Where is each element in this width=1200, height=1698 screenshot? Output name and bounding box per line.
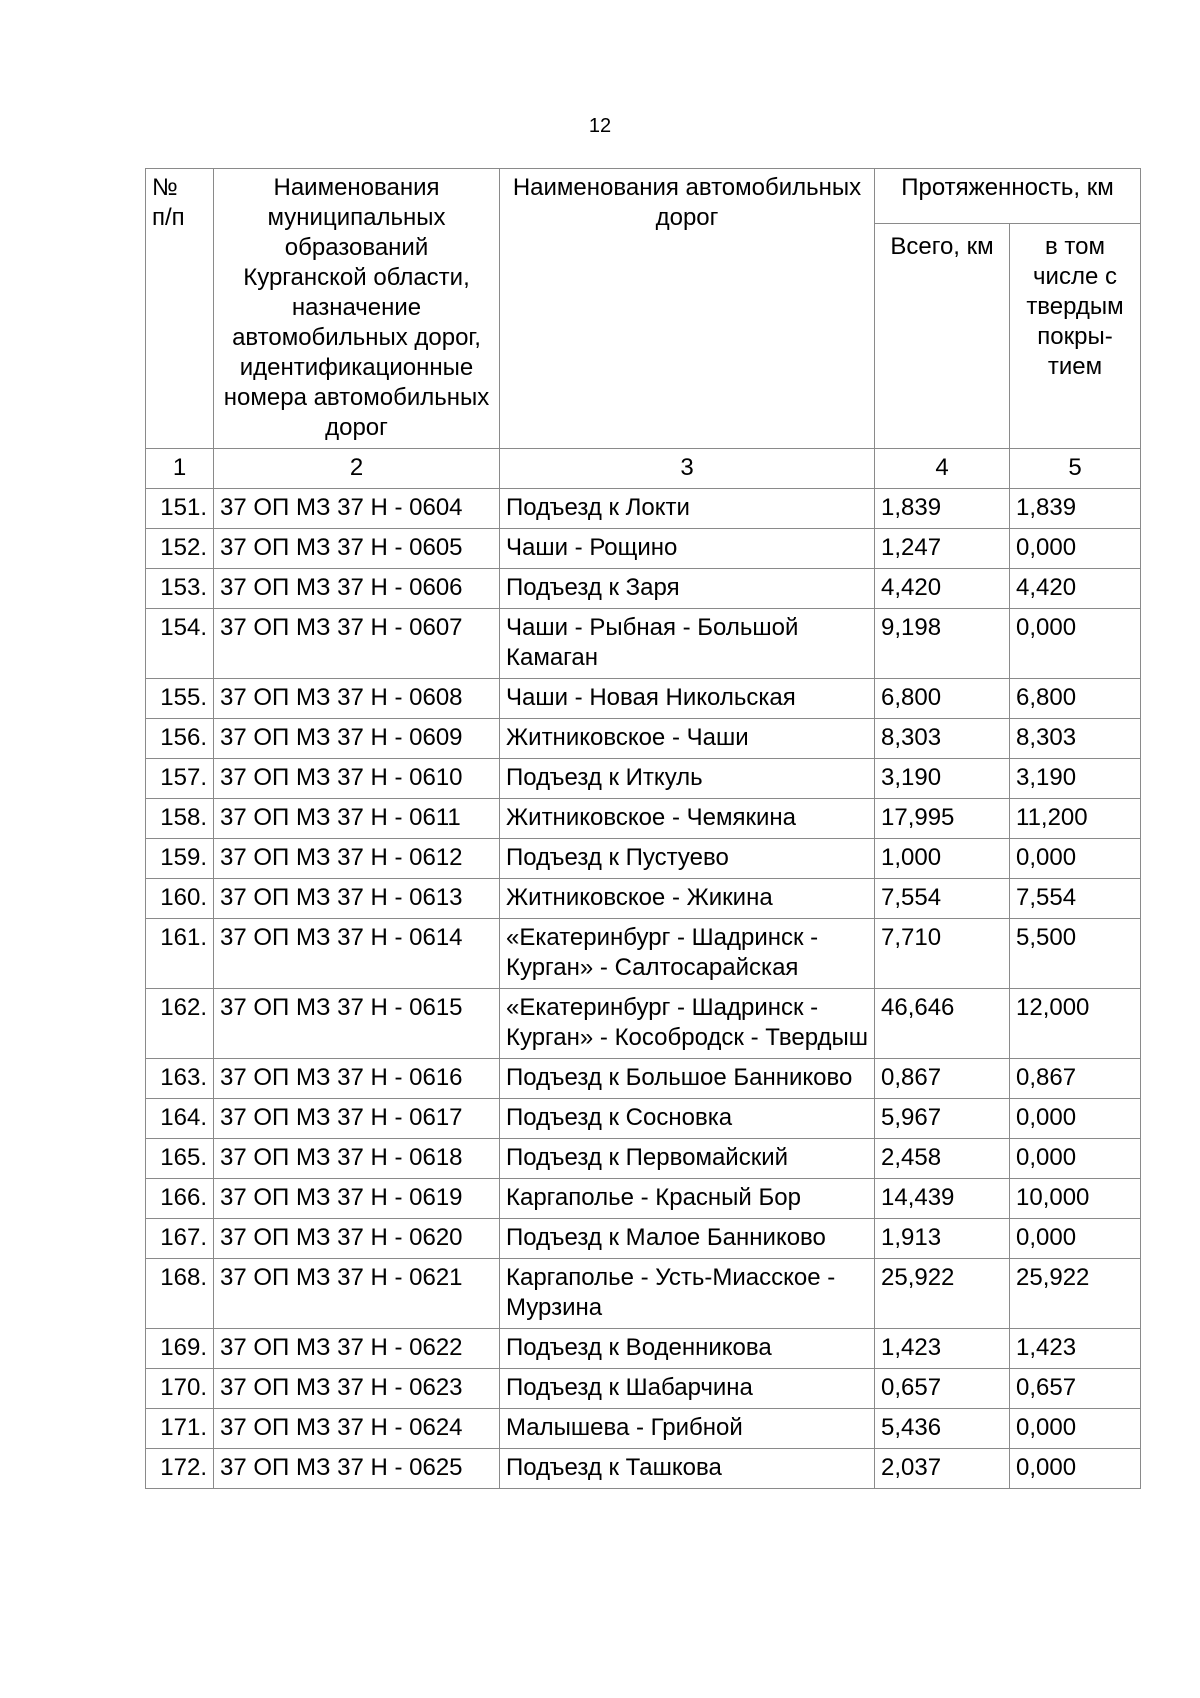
road-name: Житниковское - Чаши [500,719,875,759]
road-name: Подъезд к Воденникова [500,1329,875,1369]
length-total: 1,839 [875,489,1010,529]
length-paved: 5,500 [1010,919,1141,989]
length-total: 8,303 [875,719,1010,759]
length-paved: 6,800 [1010,679,1141,719]
table-row [146,1179,1141,1219]
table-body [146,489,1141,1489]
row-index: 170. [146,1369,214,1409]
length-paved: 0,867 [1010,1059,1141,1099]
road-name: Подъезд к Иткуль [500,759,875,799]
length-paved: 1,423 [1010,1329,1141,1369]
road-id-code: 37 ОП МЗ 37 Н - 0606 [214,569,500,609]
row-index: 164. [146,1099,214,1139]
road-name: Подъезд к Шабарчина [500,1369,875,1409]
header-index-line1: № [152,174,178,201]
length-total: 1,423 [875,1329,1010,1369]
row-index: 168. [146,1259,214,1329]
road-id-code: 37 ОП МЗ 37 Н - 0622 [214,1329,500,1369]
row-index: 167. [146,1219,214,1259]
length-paved: 0,000 [1010,529,1141,569]
row-index: 158. [146,799,214,839]
length-paved: 11,200 [1010,799,1141,839]
roads-table [145,168,1141,1489]
length-paved: 0,000 [1010,1139,1141,1179]
road-id-code: 37 ОП МЗ 37 Н - 0620 [214,1219,500,1259]
road-name: Чаши - Рощино [500,529,875,569]
length-total: 2,458 [875,1139,1010,1179]
road-name: «Екатеринбург - Шадринск - Курган» - Салтосарайская [500,919,875,989]
length-total: 1,913 [875,1219,1010,1259]
road-name: Каргаполье - Усть-Миасское - Мурзина [500,1259,875,1329]
header-row-1 [146,169,1141,224]
table-row [146,1099,1141,1139]
row-index: 166. [146,1179,214,1219]
header-index-line2: п/п [152,204,185,231]
length-total: 0,657 [875,1369,1010,1409]
road-id-code: 37 ОП МЗ 37 Н - 0604 [214,489,500,529]
road-name: Чаши - Новая Никольская [500,679,875,719]
table-row [146,1449,1141,1489]
header-paved-km: в том числе с твердым покры-тием [1010,223,1141,448]
road-id-code: 37 ОП МЗ 37 Н - 0615 [214,989,500,1059]
length-total: 7,710 [875,919,1010,989]
row-index: 169. [146,1329,214,1369]
table-row [146,989,1141,1059]
column-number: 5 [1010,449,1141,489]
length-paved: 1,839 [1010,489,1141,529]
row-index: 152. [146,529,214,569]
road-id-code: 37 ОП МЗ 37 Н - 0618 [214,1139,500,1179]
road-name: Житниковское - Чемякина [500,799,875,839]
length-total: 25,922 [875,1259,1010,1329]
length-total: 4,420 [875,569,1010,609]
table-row [146,879,1141,919]
column-number: 2 [214,449,500,489]
row-index: 157. [146,759,214,799]
road-name: Подъезд к Малое Банниково [500,1219,875,1259]
table-row [146,1139,1141,1179]
table-row [146,759,1141,799]
table-row [146,1259,1141,1329]
header-municipality: Наименования муниципальных образований Курганской области, назначение автомобильных дорог, идентификационные номера автомобильных дорог [214,169,500,449]
road-id-code: 37 ОП МЗ 37 Н - 0607 [214,609,500,679]
page-number: 12 [588,115,612,137]
row-index: 160. [146,879,214,919]
header-road-name: Наименования автомобильных дорог [500,169,875,449]
road-id-code: 37 ОП МЗ 37 Н - 0610 [214,759,500,799]
table-row [146,1219,1141,1259]
row-index: 155. [146,679,214,719]
length-paved: 12,000 [1010,989,1141,1059]
road-name: Житниковское - Жикина [500,879,875,919]
length-total: 6,800 [875,679,1010,719]
road-name: Подъезд к Заря [500,569,875,609]
road-name: Подъезд к Большое Банниково [500,1059,875,1099]
length-paved: 3,190 [1010,759,1141,799]
road-id-code: 37 ОП МЗ 37 Н - 0625 [214,1449,500,1489]
table-row [146,1409,1141,1449]
row-index: 171. [146,1409,214,1449]
road-id-code: 37 ОП МЗ 37 Н - 0612 [214,839,500,879]
row-index: 159. [146,839,214,879]
length-total: 0,867 [875,1059,1010,1099]
length-paved: 0,657 [1010,1369,1141,1409]
road-id-code: 37 ОП МЗ 37 Н - 0608 [214,679,500,719]
table-row [146,1059,1141,1099]
length-paved: 0,000 [1010,1409,1141,1449]
row-index: 163. [146,1059,214,1099]
length-paved: 4,420 [1010,569,1141,609]
length-total: 9,198 [875,609,1010,679]
road-name: Чаши - Рыбная - Большой Камаган [500,609,875,679]
road-name: Малышева - Грибной [500,1409,875,1449]
length-paved: 7,554 [1010,879,1141,919]
length-total: 46,646 [875,989,1010,1059]
table-row [146,919,1141,989]
length-total: 3,190 [875,759,1010,799]
length-paved: 10,000 [1010,1179,1141,1219]
header-total-km: Всего, км [875,223,1010,448]
road-id-code: 37 ОП МЗ 37 Н - 0623 [214,1369,500,1409]
row-index: 154. [146,609,214,679]
table-row [146,489,1141,529]
length-total: 1,000 [875,839,1010,879]
length-paved: 0,000 [1010,1099,1141,1139]
column-number: 1 [146,449,214,489]
row-index: 156. [146,719,214,759]
column-number: 4 [875,449,1010,489]
length-total: 14,439 [875,1179,1010,1219]
road-name: Подъезд к Сосновка [500,1099,875,1139]
row-index: 161. [146,919,214,989]
column-number: 3 [500,449,875,489]
road-name: Каргаполье - Красный Бор [500,1179,875,1219]
road-id-code: 37 ОП МЗ 37 Н - 0605 [214,529,500,569]
road-id-code: 37 ОП МЗ 37 Н - 0616 [214,1059,500,1099]
table-row [146,719,1141,759]
length-paved: 8,303 [1010,719,1141,759]
length-total: 5,436 [875,1409,1010,1449]
road-name: «Екатеринбург - Шадринск - Курган» - Кособродск - Твердыш [500,989,875,1059]
row-index: 162. [146,989,214,1059]
row-index: 153. [146,569,214,609]
road-id-code: 37 ОП МЗ 37 Н - 0611 [214,799,500,839]
length-total: 7,554 [875,879,1010,919]
length-paved: 0,000 [1010,839,1141,879]
road-id-code: 37 ОП МЗ 37 Н - 0613 [214,879,500,919]
length-paved: 25,922 [1010,1259,1141,1329]
length-paved: 0,000 [1010,1449,1141,1489]
row-index: 165. [146,1139,214,1179]
table-row [146,1329,1141,1369]
header-index [146,169,214,449]
table-row [146,609,1141,679]
road-id-code: 37 ОП МЗ 37 Н - 0621 [214,1259,500,1329]
header-length-group: Протяженность, км [875,169,1141,224]
table-row [146,529,1141,569]
road-name: Подъезд к Первомайский [500,1139,875,1179]
length-paved: 0,000 [1010,1219,1141,1259]
column-number-row [146,449,1141,489]
row-index: 151. [146,489,214,529]
table-row [146,679,1141,719]
length-total: 2,037 [875,1449,1010,1489]
road-id-code: 37 ОП МЗ 37 Н - 0619 [214,1179,500,1219]
length-paved: 0,000 [1010,609,1141,679]
table-row [146,1369,1141,1409]
road-id-code: 37 ОП МЗ 37 Н - 0617 [214,1099,500,1139]
table-row [146,569,1141,609]
road-name: Подъезд к Локти [500,489,875,529]
length-total: 17,995 [875,799,1010,839]
road-name: Подъезд к Пустуево [500,839,875,879]
row-index: 172. [146,1449,214,1489]
road-id-code: 37 ОП МЗ 37 Н - 0624 [214,1409,500,1449]
length-total: 1,247 [875,529,1010,569]
road-name: Подъезд к Ташкова [500,1449,875,1489]
road-id-code: 37 ОП МЗ 37 Н - 0614 [214,919,500,989]
road-id-code: 37 ОП МЗ 37 Н - 0609 [214,719,500,759]
table-row [146,799,1141,839]
length-total: 5,967 [875,1099,1010,1139]
table-row [146,839,1141,879]
